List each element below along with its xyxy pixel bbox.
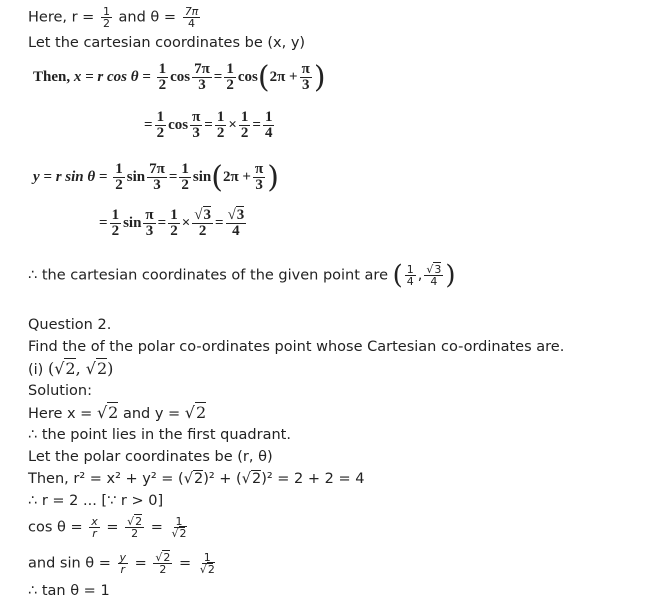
then-r2-label: Then, r² = x² + y² = — [28, 471, 174, 487]
here-r-label: Here, r = — [28, 9, 95, 26]
sin-label: and sin θ = — [28, 555, 111, 572]
given-values-line — [28, 6, 202, 29]
part-label: (i) — [28, 362, 44, 378]
given-xy-line: Here x = √2 and y = √2 — [28, 403, 207, 422]
r-value-line: ∴ r = 2 ... [∵ r > 0] — [28, 493, 164, 509]
y-equation-line1: y = r sin θ = $\frac{1}{2}$ sin $\frac{7\pi}{3}$ = $\frac{1}{2}$ sin(2π + $\frac{\pi}{3}$ ) — [33, 160, 279, 195]
cos-theta-line: cos θ = $\frac{x}{r}$ = $\frac{√2}{2}$ = $\frac{1}{√2}$ — [28, 515, 187, 540]
r-squared-line: Then, r² = x² + y² = (√2)² + (√2)² = 2 + 2 = 4 — [28, 471, 365, 487]
result-text: ∴ the cartesian coordinates of the given point are — [28, 267, 388, 284]
cartesian-result-line: ∴ the cartesian coordinates of the given point are ( $\frac{1}{4}$ , $\frac{√3}{4}$ ) — [28, 260, 456, 291]
r2-tail: = 2 + 2 = 4 — [277, 471, 365, 487]
theta-fraction: $\frac{7\pi}{4}$ — [184, 5, 199, 30]
r-fraction: $\frac{1}{2}$ — [102, 5, 110, 30]
x-equation-line1: Then, x = r cos θ = $\frac{1}{2}$ cos $\frac{7\pi}{3}$ = $\frac{1}{2}$ cos(2π + $\frac{\pi}{3}$ ) — [33, 60, 326, 95]
and-y-label: and y = — [122, 406, 181, 422]
question-prompt: Find the of the polar co-ordinates point whose Cartesian co-ordinates are. — [28, 339, 565, 355]
quadrant-line: ∴ the point lies in the first quadrant. — [28, 427, 291, 443]
y-expr: y = r sin θ = — [33, 168, 108, 185]
and-theta-label: and θ = — [118, 9, 177, 26]
question-title: Question 2. — [28, 317, 112, 333]
let-polar-line: Let the polar coordinates be (r, θ) — [28, 449, 273, 465]
y-equation-line2: = $\frac{1}{2}$ sin $\frac{\pi}{3}$ = $\frac{1}{2}$ × $\frac{√3}{2}$ = $\frac{√3}{4}$ — [99, 207, 245, 239]
here-x-label: Here x = — [28, 406, 93, 422]
cos-label: cos θ = — [28, 519, 83, 536]
then-label: Then, — [33, 68, 71, 85]
tan-theta-line: ∴ tan θ = 1 — [28, 583, 110, 599]
x-equation-line2: = $\frac{1}{2}$ cos $\frac{\pi}{3}$ = $\frac{1}{2}$ × $\frac{1}{2}$ = $\frac{1}{4}$ — [144, 109, 273, 141]
solution-label: Solution: — [28, 383, 92, 399]
let-cartesian-line: Let the cartesian coordinates be (x, y) — [28, 35, 306, 51]
x-expr: x = r cos θ = — [73, 68, 151, 85]
sin-theta-line: and sin θ = $\frac{y}{r}$ = $\frac{√2}{2}$ = $\frac{1}{√2}$ — [28, 551, 215, 576]
part-i-line: (i) (√2, √2) — [28, 359, 114, 378]
